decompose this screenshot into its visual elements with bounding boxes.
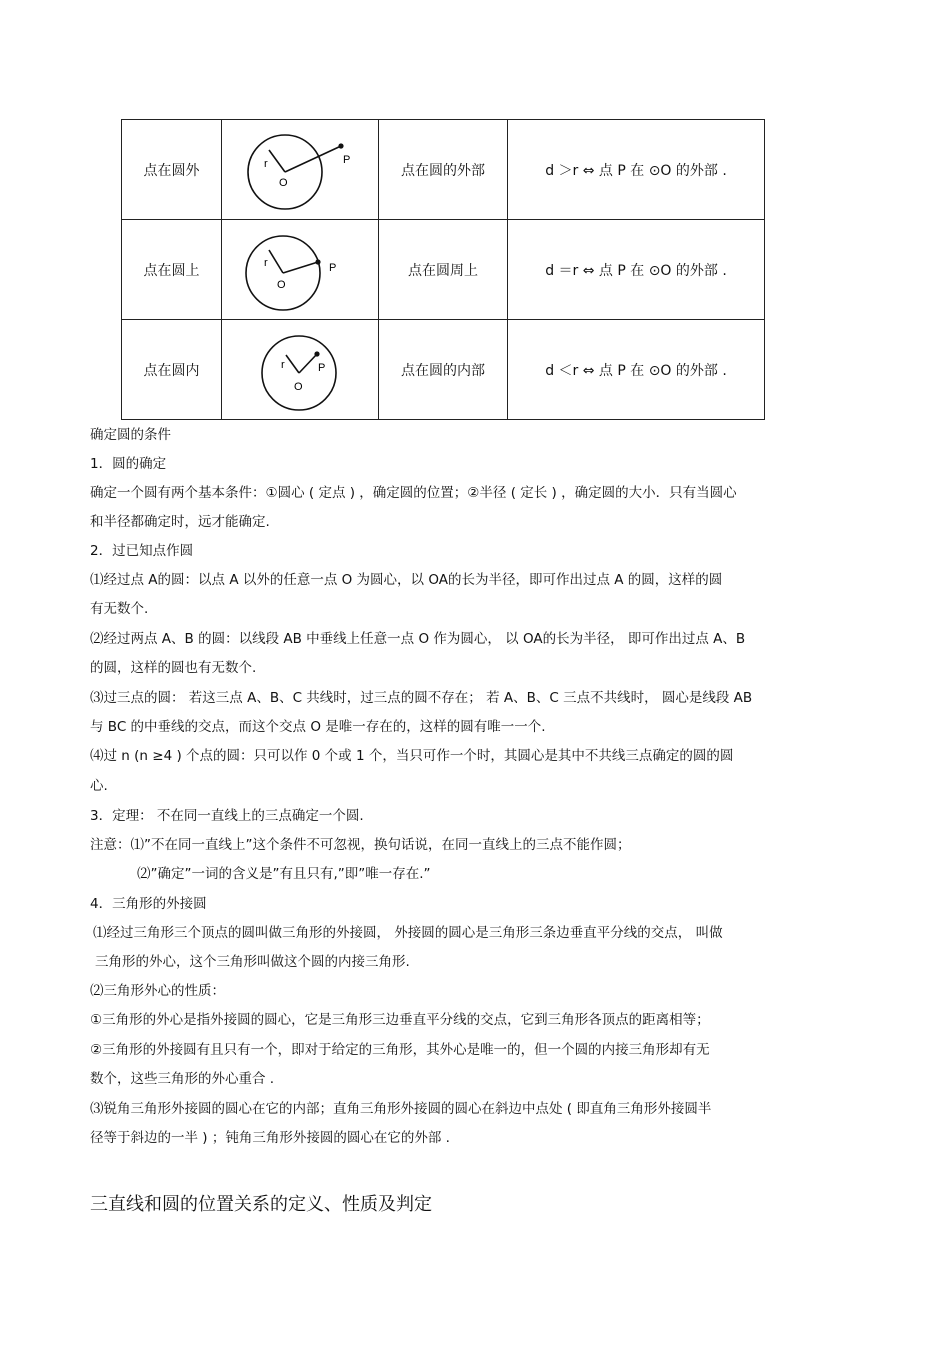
paragraph-line: 有无数个. [90,601,149,617]
paragraph-line: ⑶过三点的圆： 若这三点 A、B、C 共线时，过三点的圆不存在； 若 A、B、C 三点不共线时， 圆心是线段 AB [90,690,753,706]
radius-line [269,250,283,273]
paragraph-line: ⑶锐角三角形外接圆的圆心在它的内部；直角三角形外接圆的圆心在斜边中点处 ( 即直角三角形外接圆半 [90,1101,712,1117]
condition-cell: d ＜r ⇔ 点 P 在 ⊙O 的外部 . [508,320,765,420]
table-row [122,320,765,420]
description-cell: 点在圆周上 [379,220,508,320]
distance-line [283,262,318,273]
figure-cell [222,320,379,420]
note-line: 注意：⑴”不在同一直线上”这个条件不可忽视，换句话说，在同一直线上的三点不能作圆； [90,837,631,853]
item-heading: 4．三角形的外接圆 [90,896,207,912]
radius-label: r [264,157,268,170]
point-label: P [329,261,337,274]
relation-cell: 点在圆上 [122,220,222,320]
radius-label: r [281,358,285,371]
paragraph-line: ⑵经过两点 A、B 的圆：以线段 AB 中垂线上任意一点 O 作为圆心， 以 OA的长为半径， 即可作出过点 A、B [90,631,746,647]
point-p-dot [314,351,319,356]
center-label: O [277,278,286,291]
center-label: O [294,380,303,393]
condition-cell: d ＝r ⇔ 点 P 在 ⊙O 的外部 . [508,220,765,320]
point-label: P [318,361,326,374]
paragraph-line: 和半径都确定时，远才能确定. [90,514,270,530]
radius-label: r [264,256,268,269]
distance-line [285,146,341,172]
point-p-dot [338,143,343,148]
table-row [122,120,765,220]
description-cell: 点在圆的内部 [379,320,508,420]
point-label: P [343,153,351,166]
center-label: O [279,176,288,189]
paragraph-line: ②三角形的外接圆有且只有一个，即对于给定的三角形，其外心是唯一的，但一个圆的内接三角形却有无 [90,1042,710,1058]
paragraph-line: ⑵三角形外心的性质： [90,983,225,999]
paragraph-line: 确定一个圆有两个基本条件：①圆心 ( 定点 ) ，确定圆的位置；②半径 ( 定长 ) ，确定圆的大小．只有当圆心 [90,485,737,501]
radius-line [286,355,299,373]
section-heading: 三直线和圆的位置关系的定义、性质及判定 [90,1194,432,1215]
paragraph-line: 径等于斜边的一半 ) ；钝角三角形外接圆的圆心在它的外部 . [90,1130,450,1146]
paragraph-line: ⑴经过三角形三个顶点的圆叫做三角形的外接圆， 外接圆的圆心是三角形三条边垂直平分线的交点， 叫做 [93,925,723,941]
point-circle-relation-table [121,119,765,420]
paragraph-line: ⑴经过点 A的圆：以点 A 以外的任意一点 O 为圆心，以 OA的长为半径，即可作出过点 A 的圆，这样的圆 [90,572,723,588]
point-on-circle-diagram [245,225,355,315]
point-outside-circle-diagram [245,125,355,215]
subsection-title: 确定圆的条件 [90,427,171,443]
paragraph-line: 心. [90,778,108,794]
point-inside-circle-diagram [245,325,355,415]
figure-cell [222,220,379,320]
theorem-line: 3．定理： 不在同一直线上的三点确定一个圆. [90,808,364,824]
figure-cell [222,120,379,220]
item-heading: 2．过已知点作圆 [90,543,194,559]
paragraph-line: ①三角形的外心是指外接圆的圆心，它是三角形三边垂直平分线的交点，它到三角形各顶点的距离相等； [90,1012,710,1028]
item-heading: 1．圆的确定 [90,456,167,472]
paragraph-line: 与 BC 的中垂线的交点，而这个交点 O 是唯一存在的，这样的圆有唯一一个. [90,719,546,735]
relation-cell: 点在圆内 [122,320,222,420]
paragraph-line: 三角形的外心，这个三角形叫做这个圆的内接三角形. [95,954,410,970]
note-line: ⑵”确定”一词的含义是”有且只有,”即”唯一存在.” [137,866,431,882]
description-cell: 点在圆的外部 [379,120,508,220]
table-row [122,220,765,320]
paragraph-line: 数个，这些三角形的外心重合 . [90,1071,275,1087]
relation-cell: 点在圆外 [122,120,222,220]
paragraph-line: ⑷过 n (n ≥4 ) 个点的圆：只可以作 0 个或 1 个，当只可作一个时，其圆心是其中不共线三点确定的圆的圆 [90,748,734,764]
point-p-dot [315,259,320,264]
paragraph-line: 的圆，这样的圆也有无数个. [90,660,257,676]
condition-cell: d ＞r ⇔ 点 P 在 ⊙O 的外部 . [508,120,765,220]
distance-line [299,354,317,373]
radius-line [269,150,285,172]
